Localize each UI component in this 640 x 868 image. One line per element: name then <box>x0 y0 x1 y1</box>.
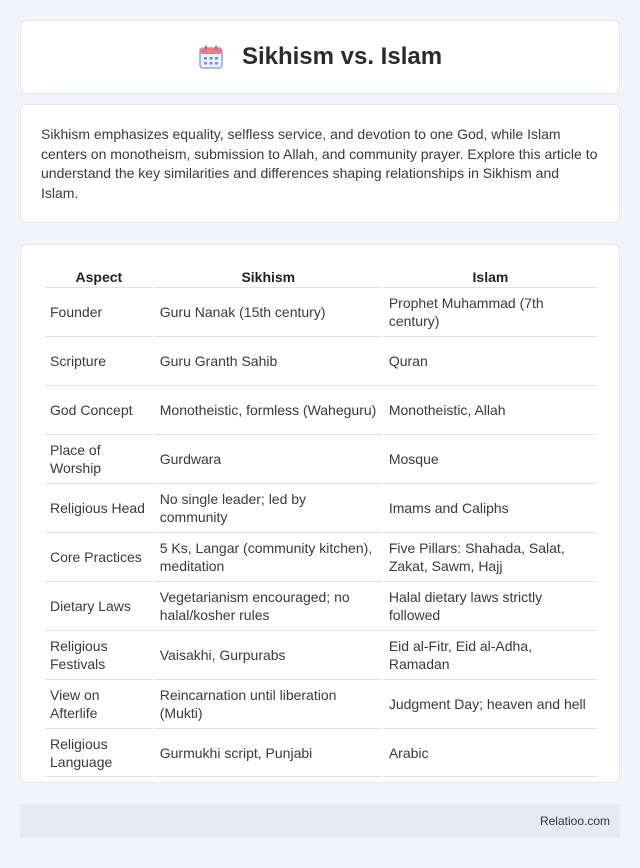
islam-cell: Mosque <box>384 434 597 483</box>
footer <box>20 804 620 838</box>
sikhism-cell: Vegetarianism encouraged; no halal/kosher rules <box>155 581 382 630</box>
title-wrap <box>198 43 442 71</box>
sikhism-cell: Monotheistic, formless (Waheguru) <box>155 385 382 434</box>
comparison-table <box>43 263 599 777</box>
islam-cell: Imams and Caliphs <box>384 483 597 532</box>
sikhism-cell: Guru Nanak (15th century) <box>155 287 382 336</box>
islam-cell: Quran <box>384 336 597 385</box>
calendar-icon <box>198 44 224 70</box>
islam-cell: Eid al-Fitr, Eid al-Adha, Ramadan <box>384 630 597 679</box>
sikhism-cell: No single leader; led by community <box>155 483 382 532</box>
aspect-cell: Scripture <box>45 336 153 385</box>
islam-cell: Five Pillars: Shahada, Salat, Zakat, Sawm, Hajj <box>384 532 597 581</box>
sikhism-cell: Vaisakhi, Gurpurabs <box>155 630 382 679</box>
aspect-cell: Place of Worship <box>45 434 153 483</box>
table-row <box>45 287 597 336</box>
title-card <box>20 20 620 94</box>
islam-cell: Monotheistic, Allah <box>384 385 597 434</box>
sikhism-cell: Gurmukhi script, Punjabi <box>155 728 382 777</box>
table-row <box>45 630 597 679</box>
table-row <box>45 434 597 483</box>
footer-site-link[interactable]: Relatioo.com <box>539 814 610 828</box>
islam-cell: Judgment Day; heaven and hell <box>384 679 597 728</box>
aspect-cell: View on Afterlife <box>45 679 153 728</box>
aspect-cell: Founder <box>45 287 153 336</box>
islam-cell: Halal dietary laws strictly followed <box>384 581 597 630</box>
aspect-cell: Religious Head <box>45 483 153 532</box>
page-title: Sikhism vs. Islam <box>241 43 443 70</box>
table-header-row <box>45 263 597 287</box>
table-row <box>45 679 597 728</box>
sikhism-cell: Reincarnation until liberation (Mukti) <box>155 679 382 728</box>
sikhism-cell: 5 Ks, Langar (community kitchen), meditation <box>155 532 382 581</box>
header-aspect: Aspect <box>75 269 123 285</box>
sikhism-cell: Gurdwara <box>155 434 382 483</box>
intro-paragraph: Sikhism emphasizes equality, selfless service, and devotion to one God, while Islam centers on monotheism, submission to Allah, and community prayer. Explore this article to understand the key similarities and differences shaping relationships in Sikhism and Islam. <box>41 126 598 201</box>
table-row <box>45 483 597 532</box>
table-row <box>45 728 597 777</box>
aspect-cell: Religious Festivals <box>45 630 153 679</box>
aspect-cell: Religious Language <box>45 728 153 777</box>
header-islam: Islam <box>472 269 509 285</box>
islam-cell: Arabic <box>384 728 597 777</box>
comparison-card <box>20 244 620 783</box>
table-row <box>45 532 597 581</box>
table-row <box>45 336 597 385</box>
table-row <box>45 385 597 434</box>
intro-card <box>20 104 620 223</box>
islam-cell: Prophet Muhammad (7th century) <box>384 287 597 336</box>
sikhism-cell: Guru Granth Sahib <box>155 336 382 385</box>
aspect-cell: Dietary Laws <box>45 581 153 630</box>
aspect-cell: Core Practices <box>45 532 153 581</box>
header-sikhism: Sikhism <box>241 269 296 285</box>
table-row <box>45 581 597 630</box>
aspect-cell: God Concept <box>45 385 153 434</box>
